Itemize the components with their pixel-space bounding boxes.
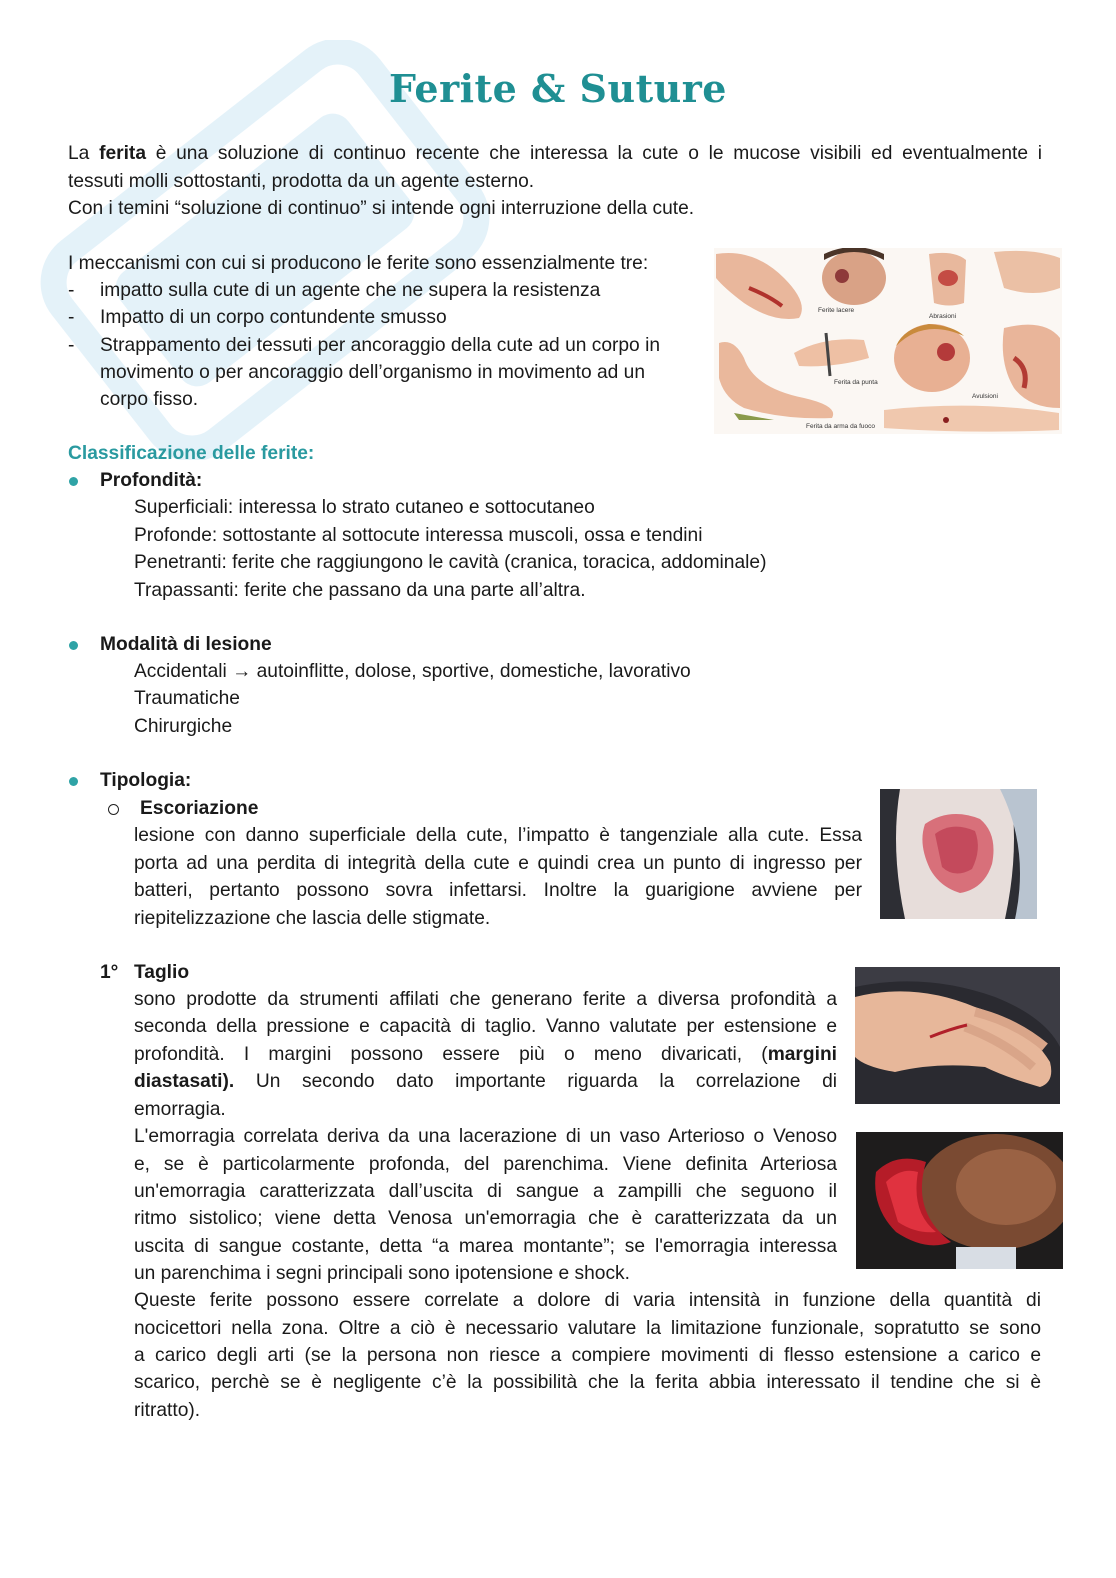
abrasion-line: porta ad una perdita di integrità della cute e quindi crea un punto di ingresso per	[134, 853, 862, 874]
cut-line: sono prodotte da strumenti affilati che generano ferite a diversa profondità a	[134, 989, 837, 1010]
mechanism-item-3-line-2: movimento o per ancoraggio dell’organismo in movimento ad un	[100, 362, 646, 383]
mechanisms-lead: I meccanismi con cui si producono le ferite sono essenzialmente tre:	[68, 253, 649, 274]
hand-cut-photo	[855, 967, 1060, 1104]
mechanism-item-1: impatto sulla cute di un agente che ne supera la resistenza	[100, 280, 601, 301]
modality-item: Chirurgiche	[134, 716, 233, 737]
bullet-icon	[69, 477, 78, 486]
label-lacerated: Ferite lacere	[818, 307, 855, 314]
depth-item: Profonde: sottostante al sottocute interessa muscoli, ossa e tendini	[134, 525, 703, 546]
modality-item: Accidentali → autoinflitte, dolose, sportive, domestiche, lavorativo	[134, 661, 691, 682]
cut-title: Taglio	[134, 962, 190, 983]
label-puncture: Ferita da punta	[834, 379, 878, 386]
type-title: Tipologia:	[100, 770, 192, 791]
hemorrhage-photo	[856, 1132, 1063, 1269]
depth-item: Penetranti: ferite che raggiungono le cavità (cranica, toracica, addominale)	[134, 552, 767, 573]
intro-line-3: Con i temini “soluzione di continuo” si intende ogni interruzione della cute.	[68, 198, 695, 219]
wound-types-illustration	[714, 248, 1062, 434]
hemorrhage-line: uscita di sangue costante, detta “a marea montante”; se l'emorragia interessa	[134, 1236, 837, 1257]
hemorrhage-line: e, se è particolarmente profonda, del parenchima. Viene definita Arteriosa	[134, 1154, 837, 1175]
bullet-icon	[69, 777, 78, 786]
cut-line-with-bold: diastasati). Un secondo dato importante riguarda la correlazione di	[134, 1071, 838, 1092]
classification-heading: Classificazione delle ferite:	[68, 443, 315, 464]
abrasion-line: riepitelizzazione che lascia delle stigmate.	[134, 908, 491, 929]
pain-line: scarico, perchè se è negligente c’è la possibilità che la ferita abbia interessato il tendine che si è	[134, 1372, 1041, 1393]
depth-item: Superficiali: interessa lo strato cutaneo e sottocutaneo	[134, 497, 595, 518]
mechanism-item-3: Strappamento dei tessuti per ancoraggio della cute ad un corpo in	[100, 335, 660, 356]
bullet-icon	[69, 641, 78, 650]
abrasion-photo	[880, 789, 1037, 919]
sub-bullet-icon	[108, 804, 119, 815]
abrasion-line: lesione con danno superficiale della cute, l’impatto è tangenziale alla cute. Essa	[134, 825, 862, 846]
intro-line-1: La ferita è una soluzione di continuo recente che interessa la cute o le mucose visibili ed eventualmente i	[68, 143, 1042, 164]
abrasion-line: batteri, pertanto possono sovra infettarsi. Inoltre la guarigione avviene per	[134, 880, 862, 901]
modality-item: Traumatiche	[134, 688, 240, 709]
mechanism-item-2: Impatto di un corpo contundente smusso	[100, 307, 447, 328]
pain-line: a carico degli arti (se la persona non riesce a compiere movimenti di flesso estensione a carico e	[134, 1345, 1041, 1366]
cut-line-with-bold: profondità. I margini possono essere più o meno divaricati, (margini	[134, 1044, 837, 1065]
cut-number: 1°	[100, 962, 119, 983]
dash-marker: -	[68, 280, 75, 301]
abrasion-title: Escoriazione	[140, 798, 259, 819]
label-avulsions: Avulsioni	[972, 393, 998, 400]
label-abrasions: Abrasioni	[929, 313, 957, 320]
hemorrhage-line: un'emorragia caratterizzata dall’uscita di sangue a zampilli che seguono il	[134, 1181, 837, 1202]
label-gunshot: Ferita da arma da fuoco	[806, 423, 876, 430]
dash-marker: -	[68, 335, 75, 356]
depth-item: Trapassanti: ferite che passano da una parte all’altra.	[134, 580, 586, 601]
pain-line: ritratto).	[134, 1400, 201, 1421]
pain-line: nocicettori nella zona. Oltre a ciò è necessario valutare la limitazione funzionale, sopratutto se sono	[134, 1318, 1041, 1339]
modality-title: Modalità di lesione	[100, 634, 272, 655]
intro-line-2: tessuti molli sottostanti, prodotta da un agente esterno.	[68, 171, 535, 192]
hemorrhage-line: un parenchima i segni principali sono ipotensione e shock.	[134, 1263, 630, 1284]
dash-marker: -	[68, 307, 75, 328]
cut-line: seconda della pressione e capacità di taglio. Vanno valutate per estensione e	[134, 1016, 837, 1037]
hemorrhage-line: L'emorragia correlata deriva da una lacerazione di un vaso Arterioso o Venoso	[134, 1126, 837, 1147]
cut-line: emorragia.	[134, 1099, 226, 1120]
pain-line: Queste ferite possono essere correlate a dolore di varia intensità in funzione della quantità di	[134, 1290, 1041, 1311]
depth-title: Profondità:	[100, 470, 203, 491]
page-title: Ferite & Suture	[389, 66, 727, 111]
mechanism-item-3-line-3: corpo fisso.	[100, 389, 199, 410]
hemorrhage-line: ritmo sistolico; viene detta Venosa un'emorragia che è caratterizzata da un	[134, 1208, 837, 1229]
